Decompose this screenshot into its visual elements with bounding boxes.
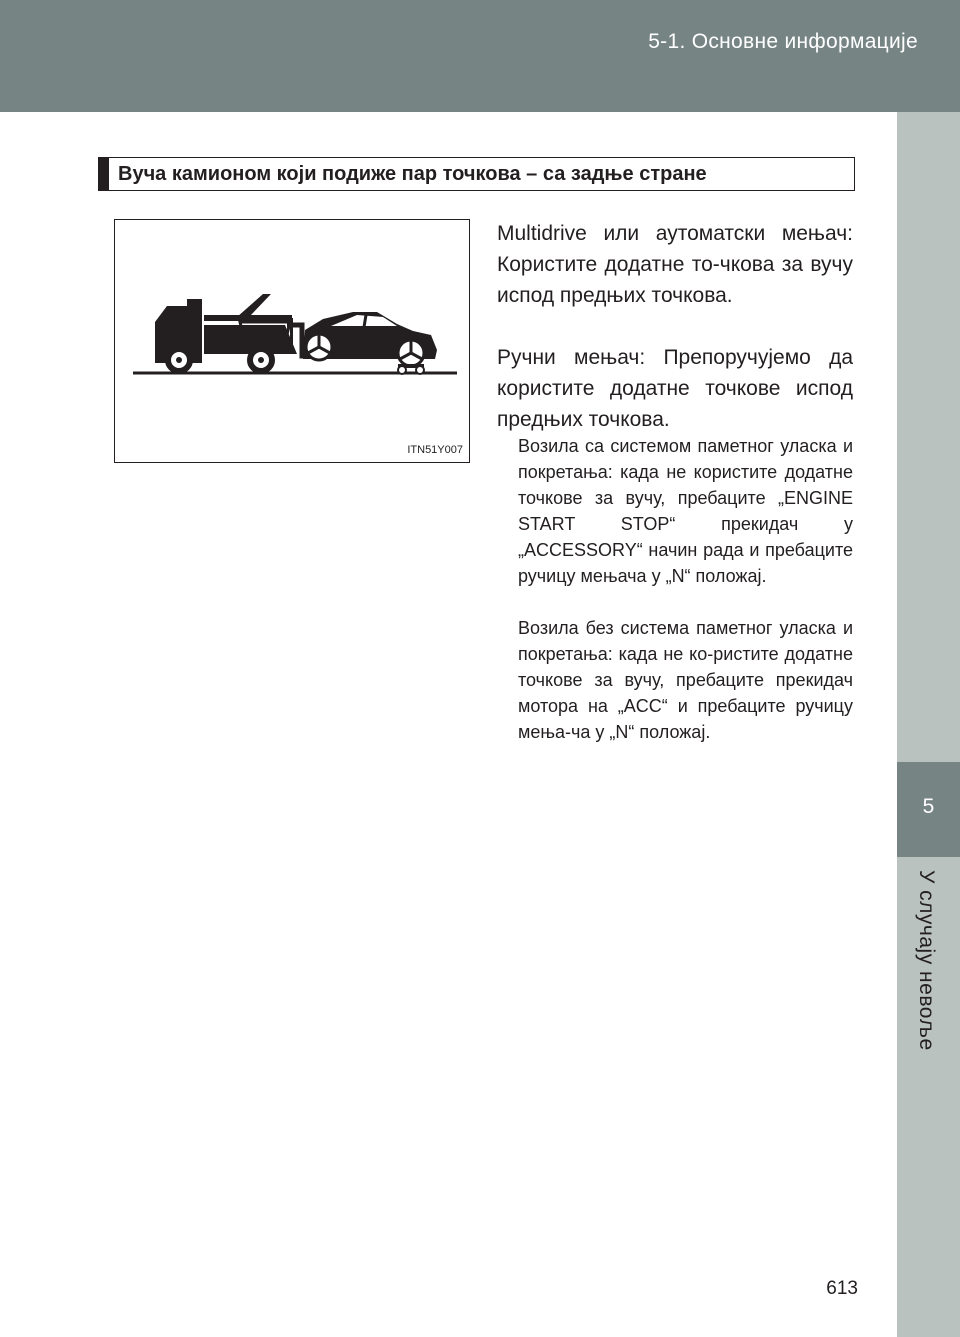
header-bar [0,0,960,112]
tow-truck-wheel-lift-rear-icon [115,220,469,462]
side-tab-label: У случају невоље [915,870,938,1051]
side-tab-number: 5 [922,795,935,818]
side-tab [897,112,960,1337]
note-smart-entry: Возила са системом паметног уласка и покретања: када не користите додатне точкове за вучу, пребаците „ENGINE START STOP“ прекидач у „ACCESSORY“ начин рада и пребаците ручицу мењача у „N“ положај. [518,436,853,586]
chapter-heading: 5-1. Основне информације [648,30,918,53]
section-title: Вуча камионом који подиже пар точкова – са задње стране [98,157,855,191]
note-no-smart-entry: Возила без система паметног уласка и покретања: када не ко-ристите додатне точкове за вучу, пребаците прекидач мотора на „ACC“ и пребаците ручицу мења-ча у „N“ положај. [518,618,853,742]
page-number: 613 [826,1278,858,1299]
figure-code: ITN51Y007 [407,444,463,456]
paragraph-multidrive: Multidrive или аутоматски мењач: Користите додатне то-чкова за вучу испод предњих точкова. [497,222,853,307]
paragraph-manual: Ручни мењач: Препоручујемо да користите додатне точкове испод предњих точкова. [497,346,853,431]
towing-illustration [114,219,470,463]
